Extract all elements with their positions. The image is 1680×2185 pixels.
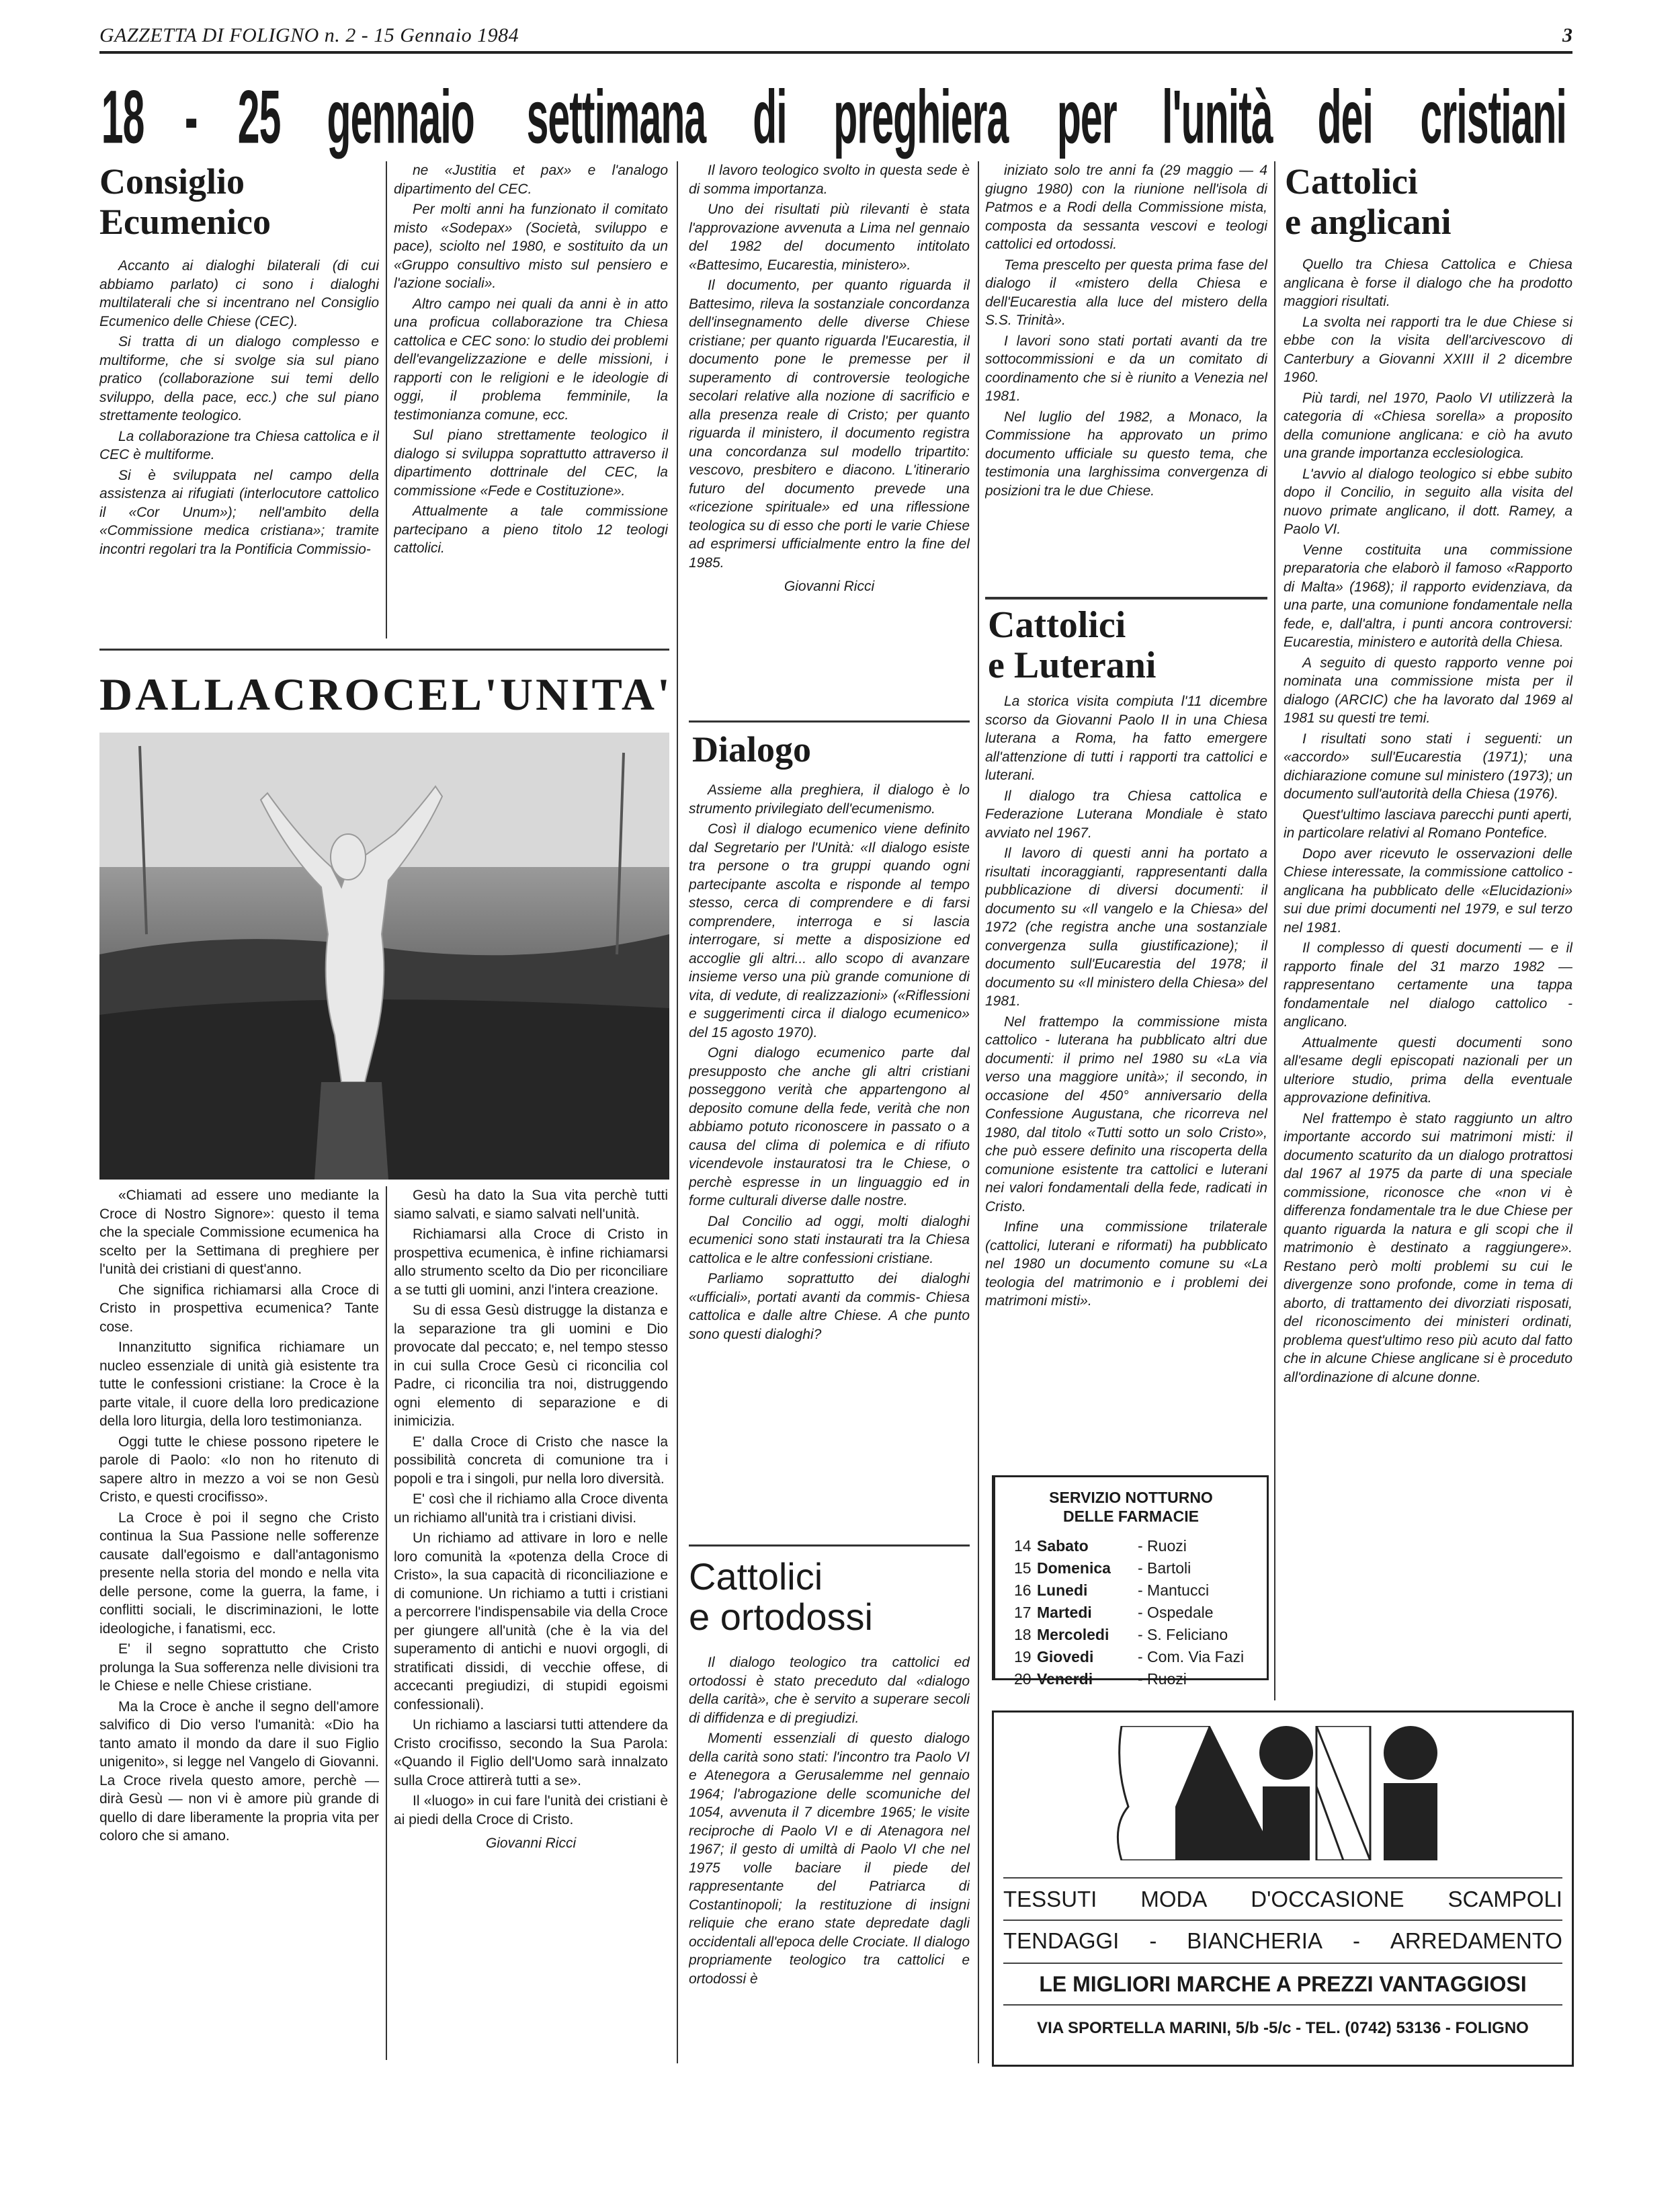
ad-divider [1003,1877,1562,1879]
section-rule [689,1544,970,1547]
paragraph: Infine una commissione trilaterale (cattolici, luterani e riformati) ha pubblicato nel 1980 un documento comune su «La teologia del matrimonio e i problemi dei matrimoni misti». [985,1219,1267,1309]
paragraph: Il lavoro teologico svolto in questa sede è di somma importanza. [689,163,970,197]
paragraph: Per molti anni ha funzionato il comitato misto «Sodepax» (Società, sviluppo e pace), sciolto nel 1980, e sostituito da un «Gruppo consultivo misto sul pensiero e l'azione sociali». [394,202,668,291]
column-divider [1274,161,1275,1700]
section-title-anglicani [1285,161,1452,242]
ad-line-tendaggi [1003,1928,1562,1954]
pharmacy-row [1014,1624,1267,1646]
paragraph: I risultati sono stati i seguenti: un «accordo» sull'Eucarestia (1971); una dichiarazione comune sul ministero (1973); un documento sull'autorità della Chiesa (1976). [1284,731,1572,802]
paragraph: A seguito di questo rapporto venne poi nominata una commissione mista per il dialogo (ARCIC) che ha lavorato dal 1969 al 1981 su questi tre temi. [1284,655,1572,726]
ad-line-marche: LE MIGLIORI MARCHE A PREZZI VANTAGGIOSI [1039,1972,1527,1996]
headline-word: cristiani [1419,75,1566,159]
paragraphs [689,161,970,572]
palini-logo [1115,1726,1451,1860]
headline-word: - [184,75,198,159]
pharmacy-weekday: Venerdi [1037,1670,1093,1688]
crucifix-photo-image [99,733,669,1180]
article-column [394,1186,668,2060]
section-title-dialogo: Dialogo [692,729,812,770]
article-column [689,161,970,699]
pharmacy-schedule [1014,1535,1267,1690]
ad-word: TENDAGGI [1003,1928,1120,1953]
paragraph: Attualmente questi documenti sono all'esame degli episcopati nazionali per un ulteriore studio, prima della eventuale approvazione definitiva. [1284,1034,1572,1106]
pharmacy-row [1014,1579,1267,1602]
paragraph: Altro campo nei quali da anni è in atto una proficua collaborazione tra Chiesa cattolica e CEC sono: lo studio dei problemi dell'evangelizzazione e delle missioni, i rapporti con le religioni e le ideologie di oggi, il problema femminile, la testimonianza comune, ecc. [394,296,668,423]
ad-word: - [1149,1928,1157,1953]
pharmacy-pharmacy: - S. Feliciano [1138,1626,1228,1643]
ad-word: SCAMPOLI [1447,1887,1562,1911]
paragraph: Il «luogo» in cui fare l'unità dei cristiani è ai piedi della Croce di Cristo. [394,1793,668,1827]
paragraph: Ma la Croce è anche il segno dell'amore salvifico di Dio verso l'umanità: «Dio ha tanto amato il mondo da dare il suo Figlio unigenito», si legge nel Vangelo di Giovanni. La Croce rivela questo amore, perchè — dirà Gesù — non vi è amore più grande di quello di dare liberamente la propria vita per coloro che si amano. [99,1698,379,1844]
pharmacy-weekday: Giovedi [1037,1648,1094,1665]
pharmacy-row [1014,1557,1267,1579]
article-column [689,781,970,1534]
pharmacy-row [1014,1535,1267,1557]
article-column [985,692,1267,1458]
headline-word: preghiera [833,75,1009,159]
title-word: L'UNITA' [451,669,673,720]
title-line: Cattolici [1285,161,1418,202]
paragraph: Venne costituita una commissione preparatoria che elaborò il famoso «Rapporto di Malta» (1968); il rapporto evidenziava, da una parte, una comunione fondamentale nella fede, e, dall'altra, i punti ancora controversi: Eucarestia, ministero e autorità della Chiesa. [1284,542,1572,650]
paragraph: E' il segno soprattutto che Cristo prolunga la Sua sofferenza nelle divisioni tra le Chiese e nelle Chiese cristiane. [99,1641,379,1694]
advertisement-palini [992,1710,1574,2067]
paragraph: iniziato solo tre anni fa (29 maggio — 4 giugno 1980) con la riunione nell'isola di Patmos e a Rodi della Commissione mista, composta da sessanta vescovi e teologi cattolici ed ortodossi. [985,163,1267,252]
pharmacy-day: 20 [1014,1670,1032,1688]
paragraph: Gesù ha dato la Sua vita perchè tutti siamo salvati, e siamo salvati nell'unità. [394,1188,668,1222]
pharmacy-day: 15 [1014,1559,1032,1577]
paragraph: Un richiamo ad attivare in loro e nelle loro comunità la «potenza della Croce di Cristo», la sua capacità di riconciliazione e di comunione. Un richiamo a tutti i cristiani a percorrere l'indispensabile via della Croce per giungere all'unità (che è la via del superamento di antichi e nuovi orgogli, di stratificati dissidi, di vecchie offese, di accecanti pregiudizi, di stupidi egoismi confessionali). [394,1530,668,1713]
title-line: SERVIZIO NOTTURNO [1049,1489,1213,1506]
page-headline [99,75,1572,160]
paragraph: Ogni dialogo ecumenico parte dal presupposto che anche gli altri cristiani posseggono verità che appartengono al deposito comune della fede, verità che non abbiamo potuto riconoscere in passato o a causa del clima di polemica e di rifiuto vicendevole instauratosi tra le Chiese, o perchè espresse in un linguaggio ed in forme culturali diverse dalle nostre. [689,1045,970,1208]
title-line: Consiglio [99,161,245,202]
paragraph: Attualmente a tale commissione partecipano a pieno titolo 12 teologi cattolici. [394,503,668,556]
ad-word: - [1352,1928,1360,1953]
paragraph: Uno dei risultati più rilevanti è stata l'approvazione avvenuta a Lima nel gennaio del 1982 del documento intitolato «Battesimo, Eucarestia, ministero». [689,202,970,273]
ad-address: VIA SPORTELLA MARINI, 5/b -5/c - TEL. (0742) 53136 - FOLIGNO [1037,2019,1529,2037]
title-line: DELLE FARMACIE [1063,1508,1199,1525]
paragraph: Tema prescelto per questa prima fase del dialogo il «mistero della Chiesa e dell'Eucarestia alla luce del mistero della S.S. Trinità». [985,257,1267,328]
paragraph: Su di essa Gesù distrugge la distanza e la separazione tra gli uomini e Dio provocate dal peccato; e, nel tempo stesso in cui sulla Croce Gesù ci riconcilia col Padre, ci riconcilia tra noi, distruggendo ogni elemento di separazione e di inimicizia. [394,1303,668,1429]
headline-word: di [753,75,787,159]
ad-divider [1003,2004,1562,2006]
section-title-ortodossi [689,1557,873,1637]
ad-word: ARREDAMENTO [1390,1928,1562,1953]
pharmacy-day: 16 [1014,1581,1032,1599]
pharmacy-row [1014,1602,1267,1624]
ad-divider [1003,1920,1562,1921]
article-column [99,257,379,640]
pharmacy-weekday: Sabato [1037,1537,1089,1555]
pharmacy-day: 17 [1014,1604,1032,1621]
paragraph: Nel frattempo è stato raggiunto un altro importante accordo sui matrimoni misti: il documento scaturito da un dialogo protrattosi dal 1967 al 1975 da parte di una speciale commissione, riconosce che «non vi è differenza fondamentale tra le due Chiese per quanto riguarda la natura e gli scopi che il matrimonio è destinato a raggiungere». Restano però molti problemi su cui le divergenze sono profonde, come in tema di aborto, di trattamento dei divorziati risposati, del riconoscimento dei ministeri ordinati, problema quest'ultimo reso più acuto dal fatto che in alcune Chiese anglicane si è proceduto all'ordinazione di alcune donne. [1284,1110,1572,1385]
paragraph: Il lavoro di questi anni ha portato a risultati incoraggianti, rappresentanti dalla pubblicazione di diversi documenti: il documento su «Il vangelo e la Chiesa» del 1972 (che registra anche una sostanziale convergenza sulla giustificazione); il documento sull'Eucarestia del 1978; il documento su «Il ministero della Chiesa» del 1981. [985,846,1267,1009]
ad-word: MODA [1140,1887,1208,1911]
pharmacy-weekday: Domenica [1037,1559,1111,1577]
pharmacy-night-service-box [992,1475,1269,1688]
article-column [689,1653,970,2060]
pharmacy-weekday: Martedi [1037,1604,1092,1621]
title-line: e Luterani [988,645,1157,686]
paragraph: Nel frattempo la commissione mista cattolico - luterana ha pubblicato altri due documenti: il primo nel 1980 su «La via verso una maggiore unità»; il secondo, in occasione del 450° anniversario della Confessione Augustana, che ricorreva nel 1980, dal titolo «Tutti sotto un solo Cristo», che può essere definito una riscoperta della comunione esistente tra cattolici e luterani nei valori fondamentali della fede, radicati in Cristo. [985,1014,1267,1214]
ad-word: BIANCHERIA [1187,1928,1322,1953]
ad-word: D'OCCASIONE [1251,1887,1404,1911]
article-title-croce [99,669,671,720]
article-column [985,161,1267,591]
title-line: e anglicani [1285,202,1452,242]
paragraph: I lavori sono stati portati avanti da tre sottocommissioni e da un comitato di coordinamento che si è riunito a Venezia nel 1981. [985,333,1267,404]
section-rule [689,720,970,723]
section-rule [99,649,669,651]
article-column [99,1186,379,2060]
crucifix-photo [99,733,669,1180]
pharmacy-pharmacy: - Com. Via Fazi [1138,1648,1245,1665]
paragraph: Un richiamo a lasciarsi tutti attendere da Cristo crocifisso, secondo la Sua Parola: «Quando il Figlio dell'Uomo sarà innalzato sulla Croce attirerà tutti a se». [394,1717,668,1788]
paragraph: Così il dialogo ecumenico viene definito dal Segretario per l'Unità: «Il dialogo esiste tra persone o tra gruppi quando ogni partecipante ascolta e risponde al tempo stesso, cerca di comprendere e di farsi comprendere, interroga e si lascia interrogare, si mette a disposizione ed accoglie gli altri... allo scopo di avanzare insieme verso una più grande comunione di vita, di vedute, di realizzazioni» («Riflessioni e suggerimenti circa il dialogo ecumenico» del 15 agosto 1970). [689,821,970,1040]
paragraph: Oggi tutte le chiese possono ripetere le parole di Paolo: «Io non ho ritenuto di sapere altro in mezzo a voi se non Gesù Cristo, e questi crocifisso». [99,1434,379,1505]
pharmacy-pharmacy: - Mantucci [1138,1581,1210,1599]
paragraph: E' dalla Croce di Cristo che nasce la possibilità concreta di comunione tra i popoli e tra i singoli, pur nella loro diversità. [394,1434,668,1487]
pharmacy-day: 14 [1014,1537,1032,1555]
paragraph: La storica visita compiuta l'11 dicembre scorso da Giovanni Paolo II in una Chiesa luterana a Roma, ha fatto emergere all'attenzione di tutti i rapporti tra cattolici e luterani. [985,694,1267,783]
headline-word: 25 [237,75,281,159]
title-word: CROCE [273,669,452,720]
column-divider [677,161,678,2063]
column-divider [386,161,387,638]
article-column [1284,255,1572,1700]
paragraph: Più tardi, nel 1970, Paolo VI utilizzerà la categoria di «Chiesa sorella» a proposito della comunione anglicana: e ciò ha avuto una grande importanza ecclesiologica. [1284,390,1572,461]
headline-word: settimana [526,75,706,159]
section-title-consiglio [99,161,271,242]
paragraph: Dal Concilio ad oggi, molti dialoghi ecumenici sono stati instaurati tra la Chiesa cattolica e le altre confessioni cristiane. [689,1213,970,1266]
pharmacy-pharmacy: - Ruozi [1138,1537,1187,1555]
headline-word: gennaio [327,75,474,159]
pharmacy-day: 18 [1014,1626,1032,1643]
paragraph: Innanzitutto significa richiamare un nucleo essenziale di unità già esistente tra tutte le confessioni cristiane: la Croce è la parte vitale, il cuore della loro predicazione della loro liturgia, della loro testimonianza. [99,1339,379,1429]
paragraph: Che significa richiamarsi alla Croce di Cristo in prospettiva ecumenica? Tante cose. [99,1282,379,1335]
column-divider [978,161,979,2063]
header-rule [99,51,1572,54]
title-word: DALLA [99,669,274,720]
paragraph: Quest'ultimo lasciava parecchi punti aperti, in particolare relativi al Romano Pontefice. [1284,807,1572,841]
paragraph: «Chiamati ad essere uno mediante la Croce di Nostro Signore»: questo il tema che la speciale Commissione ecumenica ha scelto per la Settimana di preghiere per l'unità dei cristiani di quest'anno. [99,1188,379,1277]
author-signature: Giovanni Ricci [485,1836,577,1851]
pharmacy-pharmacy: - Ruozi [1138,1670,1187,1688]
pharmacy-row [1014,1668,1267,1690]
pharmacy-weekday: Lunedi [1037,1581,1088,1599]
ad-word: TESSUTI [1003,1887,1097,1911]
pharmacy-day: 19 [1014,1648,1032,1665]
pharmacy-pharmacy: - Bartoli [1138,1559,1191,1577]
paragraph: Dopo aver ricevuto le osservazioni delle Chiese interessate, la commissione cattolico - anglicana ha pubblicato delle «Elucidazioni» sui due primi documenti nel 1979, e sul terzo nel 1981. [1284,846,1572,936]
pharmacy-pharmacy: - Ospedale [1138,1604,1214,1621]
pharmacy-weekday: Mercoledi [1037,1626,1109,1643]
title-line: Ecumenico [99,202,271,242]
paragraph: Il documento, per quanto riguarda il Battesimo, rileva la sostanziale concordanza dell'insegnamento delle diverse Chiese cristiane; per quanto riguarda l'Eucarestia, il documento pone le premesse per il superamento di controversie teologiche secolari relative alla nozione di sacrificio e alla presenza reale di Cristo; per quanto riguarda il ministero, il documento registra una concordanza sul modello tripartito: vescovo, presbitero e diacono. L'itinerario futuro del documento prevede una «ricezione spirituale» ed una riflessione teologica su di esso che porti le varie Chiese ad esprimersi ufficialmente entro la fine del 1985. [689,278,970,571]
paragraph: L'avvio al dialogo teologico si ebbe subito dopo il Concilio, in seguito alla visita del nuovo primate anglicano, il dott. Ramey, a Paolo VI. [1284,466,1572,537]
ad-line-tessuti [1003,1886,1562,1913]
paragraph: Sul piano strettamente teologico il dialogo si sviluppa soprattutto attraverso il dipartimento dottrinale del CEC, la commissione «Fede e Costituzione». [394,427,668,499]
paragraph: Il dialogo teologico tra cattolici ed ortodossi è stato preceduto dal «dialogo della carità», che è servito a superare secoli di diffidenza e di pregiudizi. [689,1655,970,1726]
paragraphs [394,1186,668,1829]
paragraph: Richiamarsi alla Croce di Cristo in prospettiva ecumenica, è infine richiamarsi allo strumento scelto da Dio per riconciliare a se tutti gli uomini, anzi l'intera creazione. [394,1227,668,1298]
paragraph: La collaborazione tra Chiesa cattolica e il CEC è multiforme. [99,428,379,462]
pharmacy-row [1014,1646,1267,1668]
paragraph: E' così che il richiamo alla Croce diventa un richiamo all'unità tra i cristiani divisi. [394,1491,668,1526]
paragraph: Assieme alla preghiera, il dialogo è lo strumento privilegiato dell'ecumenismo. [689,782,970,817]
headline-word: l'unità [1162,75,1273,159]
paragraph: La svolta nei rapporti tra le due Chiese si ebbe con la visita dell'arcivescovo di Canterbury a Giovanni XXIII il 2 dicembre 1960. [1284,314,1572,385]
paragraph: Si tratta di un dialogo complesso e multiforme, che si svolge sia sul piano pratico (collaborazione sui temi dello sviluppo, della pace, ecc.) che sul piano strettamente teologico. [99,334,379,423]
title-line: e ortodossi [689,1596,873,1638]
paragraph: Il dialogo tra Chiesa cattolica e Federazione Luterana Mondiale è stato avviato nel 1967. [985,788,1267,841]
pharmacy-box-title [995,1488,1267,1526]
author-signature: Giovanni Ricci [784,579,875,594]
headline-word: dei [1318,75,1374,159]
paragraph: Nel luglio del 1982, a Monaco, la Commissione ha approvato un primo documento ufficiale su questo tema, che testimonia una larghissima convergenza di posizioni tra le due Chiese. [985,409,1267,499]
paragraph: Momenti essenziali di questo dialogo della carità sono stati: l'incontro tra Paolo VI e Atenegora a Gerusalemme nel gennaio 1964; l'abrogazione delle scomuniche del 1054, avvenuta il 7 dicembre 1965; le visite reciproche di Paolo VI e di Atenagora nel 1967; il gesto di umiltà di Paolo VI che nel 1975 volle baciare il piede del rappresentante del Patriarca di Costantinopoli; la restituzione di insigni reliquie che erano state depredate dagli occidentali all'epoca delle Crociate. Il dialogo propriamente teologico tra cattolici e ortodossi è [689,1731,970,1987]
headline-word: 18 [101,75,144,159]
paragraph: Quello tra Chiesa Cattolica e Chiesa anglicana è forse il dialogo che ha prodotto maggiori risultati. [1284,257,1572,309]
paragraph: Parliamo soprattutto dei dialoghi «ufficiali», portati avanti da commis- Chiesa cattolica e dalle altre Chiese. A che punto sono questi dialoghi? [689,1271,970,1342]
paragraph: ne «Justitia et pax» e l'analogo dipartimento del CEC. [394,163,668,197]
ad-divider [1003,1963,1562,1964]
paragraph: Accanto ai dialoghi bilaterali (di cui abbiamo parlato) ci sono i dialoghi multilaterali che si incentrano nel Consiglio Ecumenico delle Chiese (CEC). [99,258,379,329]
paragraph: La Croce è poi il segno che Cristo continua la Sua Passione nelle sofferenze causate dall'egoismo e dall'antagonismo presente nella storia del mondo e nella vita delle persone, come la guerra, la fame, i conflitti sociali, le discriminazioni, le lotte ideologiche, i fanatismi, ecc. [99,1510,379,1637]
paragraph: Il complesso di questi documenti — e il rapporto finale del 31 marzo 1982 — rappresentano certamente una tappa fondamentale nel dialogo cattolico - anglicano. [1284,940,1572,1030]
masthead-title: GAZZETTA DI FOLIGNO n. 2 - 15 Gennaio 1984 [99,24,519,46]
page-number: 3 [1562,24,1572,46]
column-divider [386,1186,387,2060]
section-rule [985,597,1267,600]
section-title-luterani [988,605,1156,686]
article-column [394,161,668,640]
title-line: Cattolici [689,1555,823,1598]
title-line: Cattolici [988,604,1126,646]
headline-word: per [1056,75,1117,159]
paragraph: Si è sviluppata nel campo della assistenza ai rifugiati (interlocutore cattolico il «Cor Unum»); nell'ambito della «Commissione medica cristiana»; tramite incontri regolari tra la Pontificia Commissio- [99,467,379,557]
